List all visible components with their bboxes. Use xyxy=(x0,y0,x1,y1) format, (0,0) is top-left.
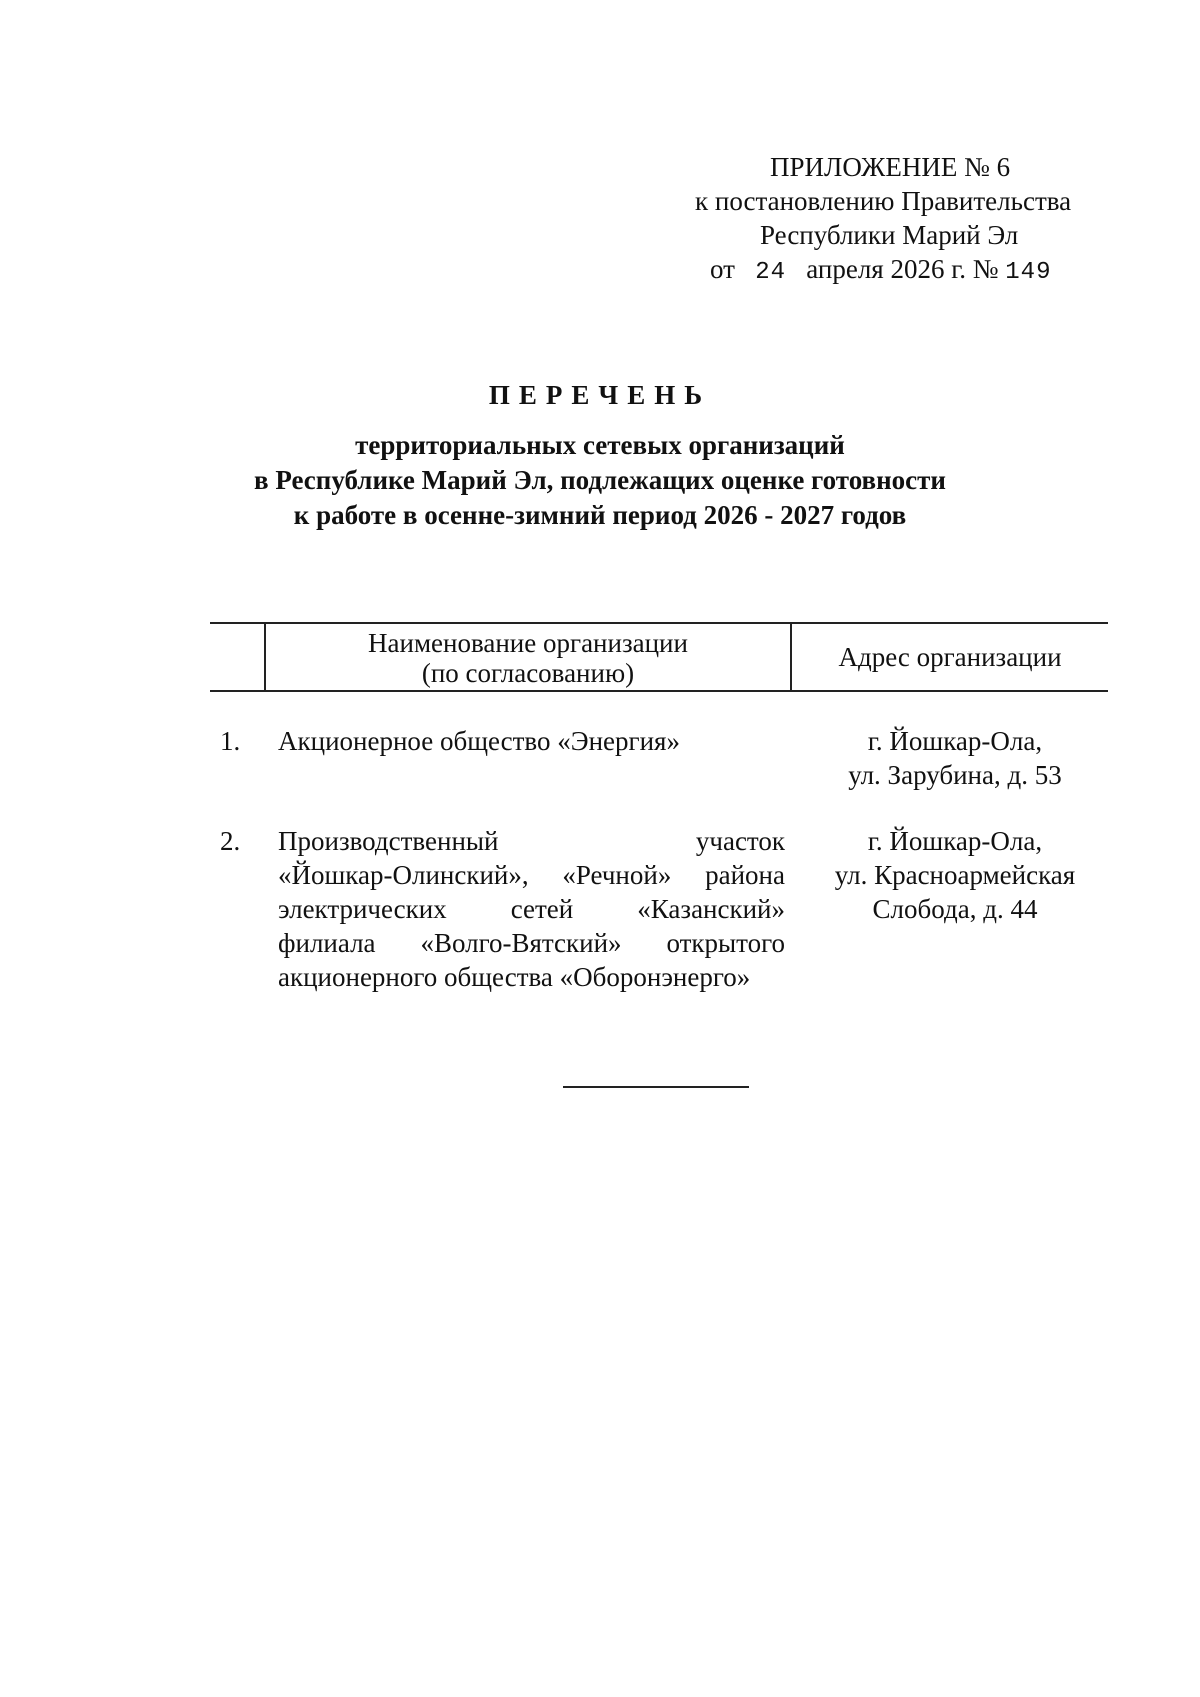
address-line: Слобода, д. 44 xyxy=(872,894,1038,924)
header-name-line: (по согласованию) xyxy=(421,658,635,688)
end-of-document-rule xyxy=(563,1086,749,1088)
organization-name xyxy=(278,724,785,758)
date-month-year: апреля 2026 г. № xyxy=(806,254,999,284)
document-subtitle xyxy=(180,428,1020,533)
header-name-line: Наименование организации xyxy=(368,628,688,658)
address-line: г. Йошкар-Ола, xyxy=(867,726,1043,756)
appendix-republic-line: Республики Марий Эл xyxy=(760,220,1019,250)
row-number: 2. xyxy=(220,826,241,856)
address-line: г. Йошкар-Ола, xyxy=(867,826,1043,856)
organization-name xyxy=(278,824,785,994)
date-prefix: от xyxy=(710,254,735,284)
appendix-resolution-line: к постановлению Правительства xyxy=(695,186,1072,216)
subtitle-line: территориальных сетевых организаций xyxy=(355,430,845,460)
subtitle-line: к работе в осенне-зимний период 2026 - 2027 годов xyxy=(293,500,907,530)
address-line: ул. Зарубина, д. 53 xyxy=(848,760,1062,790)
document-title: ПЕРЕЧЕНЬ xyxy=(488,380,712,410)
organization-name-line: акционерного общества «Оборонэнерго» xyxy=(278,962,751,992)
resolution-number: 149 xyxy=(1005,259,1052,286)
address-line: ул. Красноармейская xyxy=(834,860,1076,890)
header-organization-address: Адрес организации xyxy=(838,642,1062,672)
appendix-stamp xyxy=(640,150,1100,290)
organization-address xyxy=(800,724,1110,792)
table-header xyxy=(210,622,1108,692)
organization-name-line: электрических сетей «Казанский» xyxy=(278,894,785,924)
subtitle-line: в Республике Марий Эл, подлежащих оценке готовности xyxy=(254,465,946,495)
organization-address xyxy=(800,824,1110,926)
organization-name-line: Производственный участок xyxy=(278,826,785,856)
organizations-table xyxy=(210,622,1108,992)
organization-name-line: филиала «Волго-Вятский» открытого xyxy=(278,928,785,958)
appendix-title: ПРИЛОЖЕНИЕ № 6 xyxy=(770,152,1011,182)
date-day: 24 xyxy=(755,259,787,286)
organization-name-line: «Йошкар-Олинский», «Речной» района xyxy=(278,860,785,890)
organization-name-line: Акционерное общество «Энергия» xyxy=(278,726,680,756)
appendix-date-line xyxy=(640,252,1100,290)
row-number: 1. xyxy=(220,726,241,756)
header-organization-name xyxy=(266,628,790,688)
